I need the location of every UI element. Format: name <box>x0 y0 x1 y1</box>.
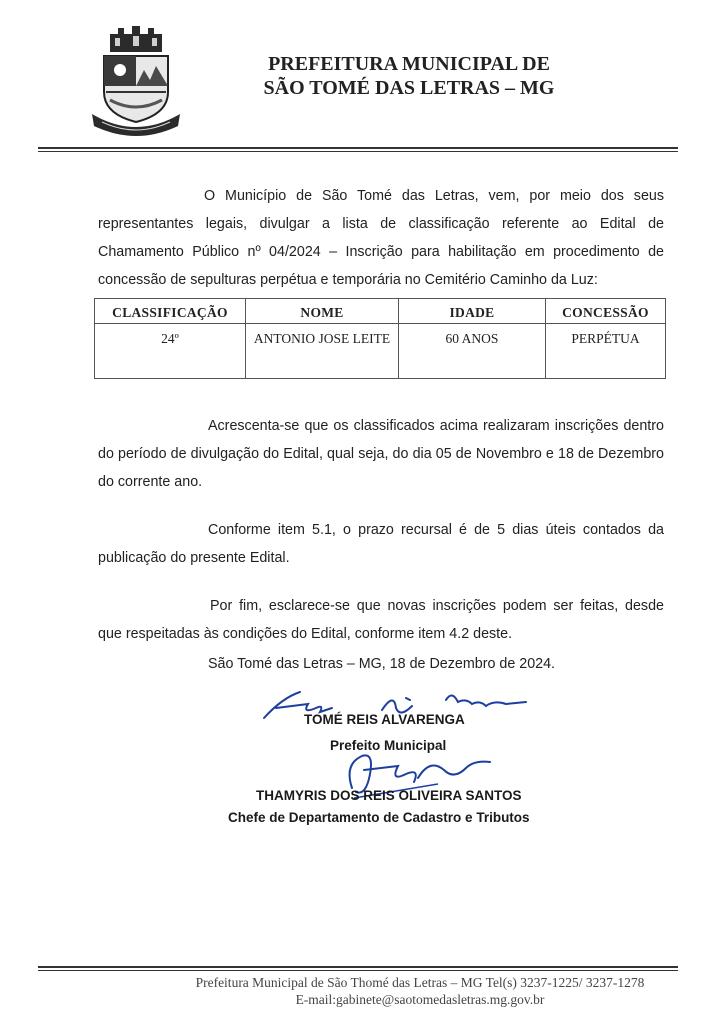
header-divider-thin <box>38 151 678 152</box>
header-title-line2: SÃO TOMÉ DAS LETRAS – MG <box>263 77 555 99</box>
department-head-role: Chefe de Departamento de Cadastro e Tributos <box>228 810 530 825</box>
mayor-name: TOMÉ REIS ALVARENGA <box>304 712 465 727</box>
header-title-line1: PREFEITURA MUNICIPAL DE <box>268 53 550 75</box>
table-row <box>95 324 666 379</box>
new-enrollments-paragraph: Por fim, esclarece-se que novas inscrições podem ser feitas, desde que respeitadas às condições do Edital, conforme item 4.2 deste. <box>98 598 664 643</box>
header-title <box>244 52 574 100</box>
footer <box>150 966 690 1008</box>
col-header-concessao: CONCESSÃO <box>546 299 666 324</box>
cell-idade: 60 ANOS <box>399 324 546 379</box>
col-header-nome: NOME <box>246 299 399 324</box>
col-header-classificacao: CLASSIFICAÇÃO <box>95 299 246 324</box>
mayor-role: Prefeito Municipal <box>330 738 447 753</box>
place-date-line: São Tomé das Letras – MG, 18 de Dezembro de 2024. <box>208 656 556 672</box>
appeal-period-paragraph: Conforme item 5.1, o prazo recursal é de 5 dias úteis contados da publicação do presente Edital. <box>98 522 664 567</box>
classification-table <box>94 298 666 379</box>
cell-classificacao: 24º <box>95 324 246 379</box>
cell-nome: ANTONIO JOSE LEITE <box>246 324 399 379</box>
cell-concessao: PERPÉTUA <box>546 324 666 379</box>
table-header-row <box>95 299 666 324</box>
col-header-idade: IDADE <box>399 299 546 324</box>
municipal-coat-of-arms-icon <box>88 22 184 140</box>
department-head-name: THAMYRIS DOS REIS OLIVEIRA SANTOS <box>256 788 522 803</box>
footer-contact: Prefeitura Municipal de São Thomé das Letras – MG Tel(s) 3237-1225/ 3237-1278 <box>195 975 645 990</box>
enrollment-period-paragraph: Acrescenta-se que os classificados acima realizaram inscrições dentro do período de divulgação do Edital, qual seja, do dia 05 de Novembro e 18 de Dezembro do corrente ano. <box>98 418 664 491</box>
intro-paragraph: O Município de São Tomé das Letras, vem, por meio dos seus representantes legais, divulgar a lista de classificação referente ao Edital de Chamamento Público nº 04/2024 – Inscrição para habilitação em procedimento de concessão de sepulturas perpétua e temporária no Cemitério Caminho da Luz: <box>98 188 664 289</box>
header-divider <box>38 147 678 149</box>
footer-email: E-mail:gabinete@saotomedasletras.mg.gov.br <box>295 992 545 1007</box>
